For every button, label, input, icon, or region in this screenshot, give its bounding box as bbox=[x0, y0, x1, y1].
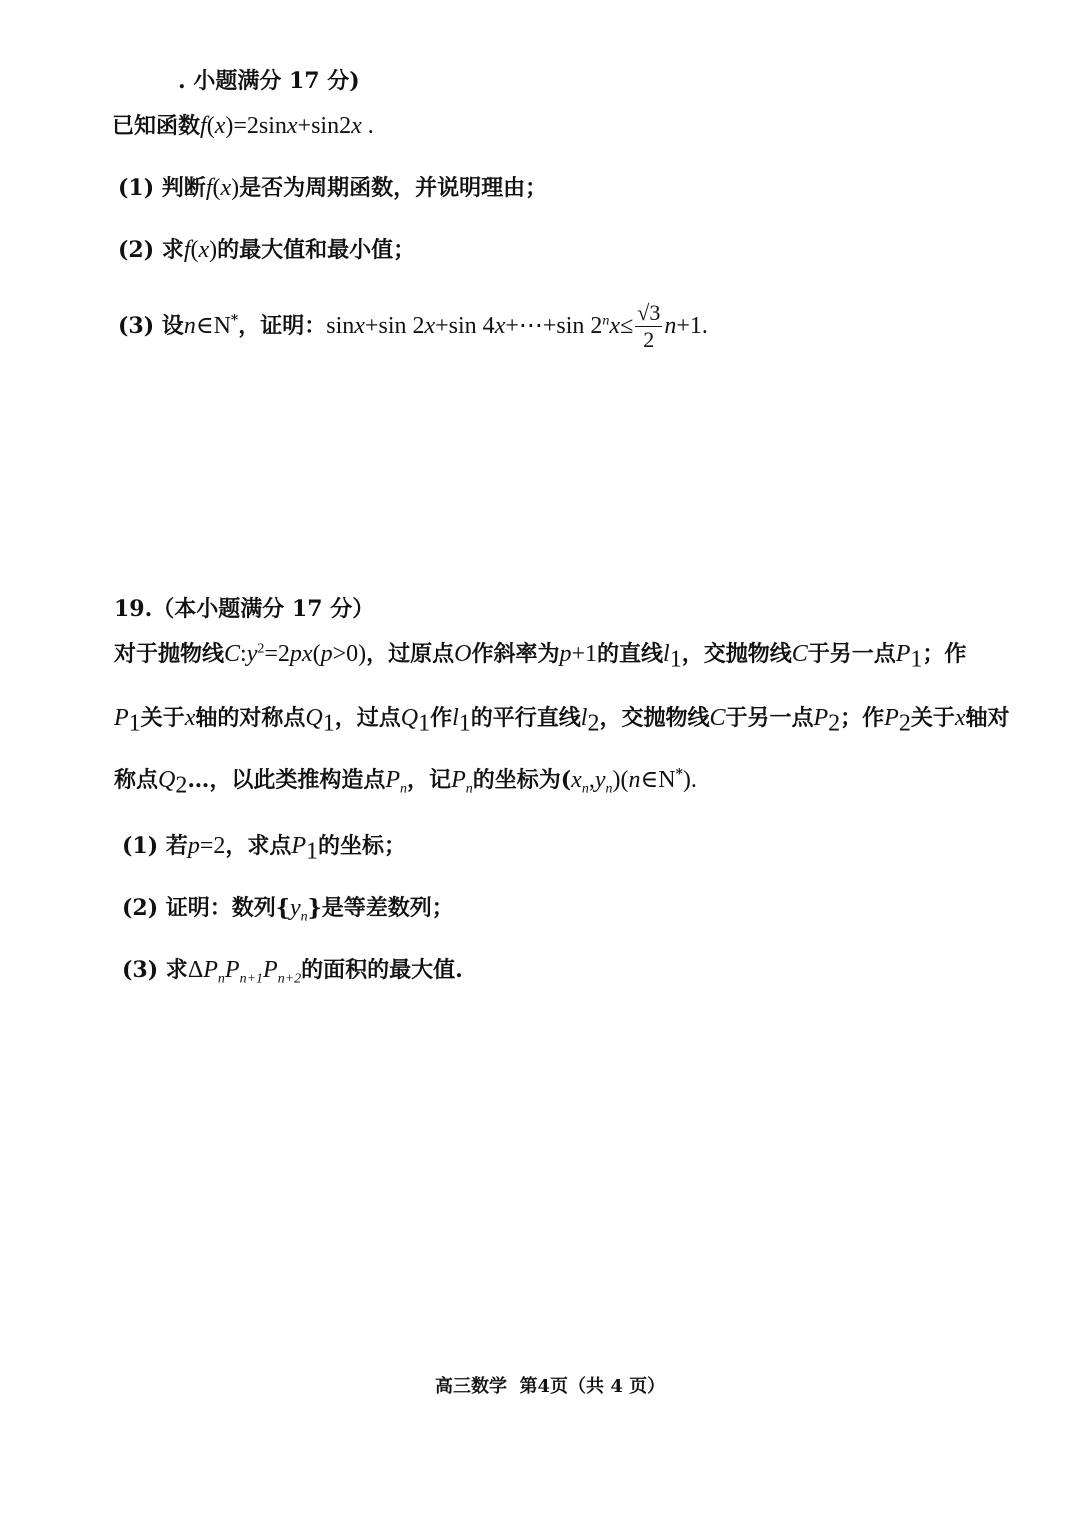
math-l: l bbox=[580, 705, 588, 731]
math-sub: 2 bbox=[898, 710, 911, 737]
math-Q: Q bbox=[400, 705, 419, 731]
math-x: x bbox=[424, 312, 436, 339]
question-number: (3) bbox=[122, 957, 159, 983]
math-f: f bbox=[205, 175, 213, 201]
math-sin: +⋯+sin 2 bbox=[505, 312, 603, 339]
math-sub: 2 bbox=[828, 710, 841, 737]
math-paren: ( bbox=[312, 641, 321, 667]
question-number: (1) bbox=[118, 175, 155, 201]
math-sub: 1 bbox=[322, 710, 335, 737]
math-delta: Δ bbox=[187, 957, 204, 983]
math-Q: Q bbox=[158, 767, 176, 793]
math-x: x bbox=[494, 312, 506, 339]
math-x: x bbox=[351, 113, 362, 139]
math-C: C bbox=[791, 641, 808, 667]
text: ，交抛物线 bbox=[681, 641, 792, 667]
text: 对于抛物线 bbox=[114, 641, 225, 667]
math-x: x bbox=[220, 175, 232, 201]
math-P: P bbox=[263, 957, 278, 983]
math-P: P bbox=[385, 767, 401, 793]
problem-18-header: . 小题满分 17 分) bbox=[178, 68, 360, 94]
question-text: ，求点 bbox=[225, 833, 292, 859]
math-in: ∈N bbox=[195, 312, 231, 339]
math-sub: 1 bbox=[669, 646, 682, 673]
question-text: 的坐标； bbox=[318, 833, 407, 859]
fraction-denominator: 2 bbox=[643, 327, 655, 353]
text: ，记 bbox=[407, 767, 452, 793]
text: 的直线 bbox=[597, 641, 664, 667]
question-text: 求 bbox=[158, 957, 188, 983]
math-comma: , bbox=[588, 767, 595, 793]
math-le: ≤ bbox=[620, 312, 634, 339]
problem-18-question-3 bbox=[118, 300, 708, 354]
text: 作斜率为 bbox=[471, 641, 560, 667]
math-paren: ). bbox=[682, 767, 697, 793]
question-text: ，证明： bbox=[238, 312, 327, 339]
math-x: x bbox=[354, 312, 365, 339]
math-plus: +1 bbox=[571, 641, 598, 667]
math-sub: n+1 bbox=[239, 971, 264, 987]
math-sup-n: n bbox=[602, 313, 610, 329]
text: 关于 bbox=[140, 705, 185, 731]
question-text: 求 bbox=[154, 237, 184, 263]
math-f: f bbox=[200, 113, 207, 139]
problem-18-question-2: (2) 求f(x)的最大值和最小值； bbox=[118, 237, 416, 263]
math-C: C bbox=[709, 705, 726, 731]
math-x: x bbox=[184, 705, 196, 731]
question-number: (3) bbox=[118, 312, 155, 339]
math-O: O bbox=[454, 641, 472, 667]
math-paren: )( bbox=[612, 767, 629, 793]
math-x: x bbox=[571, 767, 582, 793]
math-colon: : bbox=[240, 641, 247, 667]
math-sub: n bbox=[217, 971, 225, 987]
text: ，交抛物线 bbox=[599, 705, 710, 731]
problem-19-question-2 bbox=[122, 894, 454, 926]
text: ；作 bbox=[922, 641, 967, 667]
intro-text: 已知函数 bbox=[112, 113, 201, 139]
math-sub: n bbox=[581, 781, 589, 797]
math-sup: 2 bbox=[257, 641, 265, 657]
question-number: (1) bbox=[122, 833, 159, 859]
math-C: C bbox=[224, 641, 241, 667]
math-n: n bbox=[664, 312, 677, 339]
math-sub: 1 bbox=[458, 710, 471, 737]
math-sub: 1 bbox=[418, 710, 431, 737]
question-text: 是否为周期函数，并说明理由； bbox=[239, 175, 548, 201]
question-text: 的最大值和最小值； bbox=[217, 237, 416, 263]
question-text: 若 bbox=[158, 833, 188, 859]
question-text: }是等差数列； bbox=[307, 895, 454, 921]
math-sub: 1 bbox=[306, 838, 319, 865]
question-text: 判断 bbox=[154, 175, 206, 201]
text: 的坐标为( bbox=[472, 767, 572, 793]
text: 轴的对称点 bbox=[195, 705, 306, 731]
problem-19-line-3 bbox=[114, 766, 697, 800]
math-rhs: +sin2 bbox=[297, 113, 352, 139]
problem-18-intro: 已知函数f(x)=2sinx+sin2x . bbox=[112, 113, 374, 139]
math-l: l bbox=[452, 705, 459, 731]
question-number: (2) bbox=[122, 895, 159, 921]
math-sub: n bbox=[400, 781, 408, 797]
math-p: p bbox=[187, 833, 200, 859]
fraction bbox=[635, 300, 662, 354]
math-y: y bbox=[246, 641, 258, 667]
problem-18-question-1: (1) 判断f(x)是否为周期函数，并说明理由； bbox=[118, 175, 548, 201]
question-text: 设 bbox=[154, 312, 184, 339]
math-sub: n bbox=[605, 781, 613, 797]
problem-19-question-1 bbox=[122, 832, 406, 866]
math-tail: +1. bbox=[676, 312, 708, 339]
text: 的平行直线 bbox=[470, 705, 581, 731]
page-footer: 高三数学 第4页（共 4 页） bbox=[435, 1376, 666, 1397]
math-in: ∈N bbox=[640, 767, 676, 793]
math-end: . bbox=[361, 113, 374, 139]
math-P: P bbox=[203, 957, 218, 983]
question-number: (2) bbox=[118, 237, 155, 263]
math-P: P bbox=[813, 705, 829, 731]
math-sub: 2 bbox=[587, 710, 600, 737]
text: …，以此类推构造点 bbox=[187, 767, 386, 793]
problem-19-line-2 bbox=[114, 704, 1010, 738]
math-P: P bbox=[224, 957, 240, 983]
text: 轴对 bbox=[965, 705, 1010, 731]
text: 于另一点 bbox=[807, 641, 896, 667]
math-star: * bbox=[675, 766, 683, 783]
math-Q: Q bbox=[305, 705, 323, 731]
math-P: P bbox=[895, 641, 911, 667]
math-p: p bbox=[320, 641, 333, 667]
question-text: 证明：数列{ bbox=[158, 895, 290, 921]
math-P: P bbox=[884, 705, 899, 731]
math-P: P bbox=[451, 767, 466, 793]
text: 作 bbox=[430, 705, 453, 731]
math-eq: =2 bbox=[264, 641, 290, 667]
math-x: x bbox=[954, 705, 966, 731]
math-eq: =2 bbox=[199, 833, 226, 859]
text: ；作 bbox=[840, 705, 885, 731]
math-sin: sin bbox=[326, 312, 355, 339]
text: 关于 bbox=[910, 705, 955, 731]
question-text: 的面积的最大值. bbox=[301, 957, 463, 983]
math-x: x bbox=[286, 113, 298, 139]
problem-19-header: 19.（本小题满分 17 分） bbox=[114, 596, 375, 622]
math-px: px bbox=[289, 641, 313, 667]
math-sub: n+2 bbox=[277, 971, 302, 987]
math-f: f bbox=[183, 237, 191, 263]
math-x: x bbox=[198, 237, 210, 263]
math-n: n bbox=[628, 767, 641, 793]
math-sub: 1 bbox=[910, 646, 923, 673]
math-p: p bbox=[559, 641, 572, 667]
math-y: y bbox=[594, 767, 606, 793]
math-sin: +sin 4 bbox=[435, 312, 495, 339]
problem-19-line-1 bbox=[114, 640, 966, 674]
math-y: y bbox=[289, 895, 301, 921]
math-gt: >0) bbox=[332, 641, 367, 667]
text: 称点 bbox=[114, 767, 159, 793]
text: ，过原点 bbox=[366, 641, 455, 667]
math-sub: n bbox=[300, 909, 308, 925]
math-x: x bbox=[214, 113, 226, 139]
math-sub: 1 bbox=[128, 710, 141, 737]
math-P: P bbox=[291, 833, 307, 859]
math-l: l bbox=[663, 641, 670, 667]
math-star: * bbox=[230, 312, 239, 329]
math-rhs: =2sin bbox=[233, 113, 287, 139]
math-P: P bbox=[114, 705, 129, 731]
math-sin: +sin 2 bbox=[364, 312, 425, 339]
math-n: n bbox=[183, 312, 196, 339]
text: ，过点 bbox=[334, 705, 401, 731]
fraction-numerator: √3 bbox=[635, 300, 662, 327]
problem-19-question-3 bbox=[122, 956, 463, 988]
math-sub: n bbox=[465, 781, 473, 797]
math-x: x bbox=[609, 312, 621, 339]
text: 于另一点 bbox=[725, 705, 814, 731]
math-sub: 2 bbox=[175, 772, 188, 799]
